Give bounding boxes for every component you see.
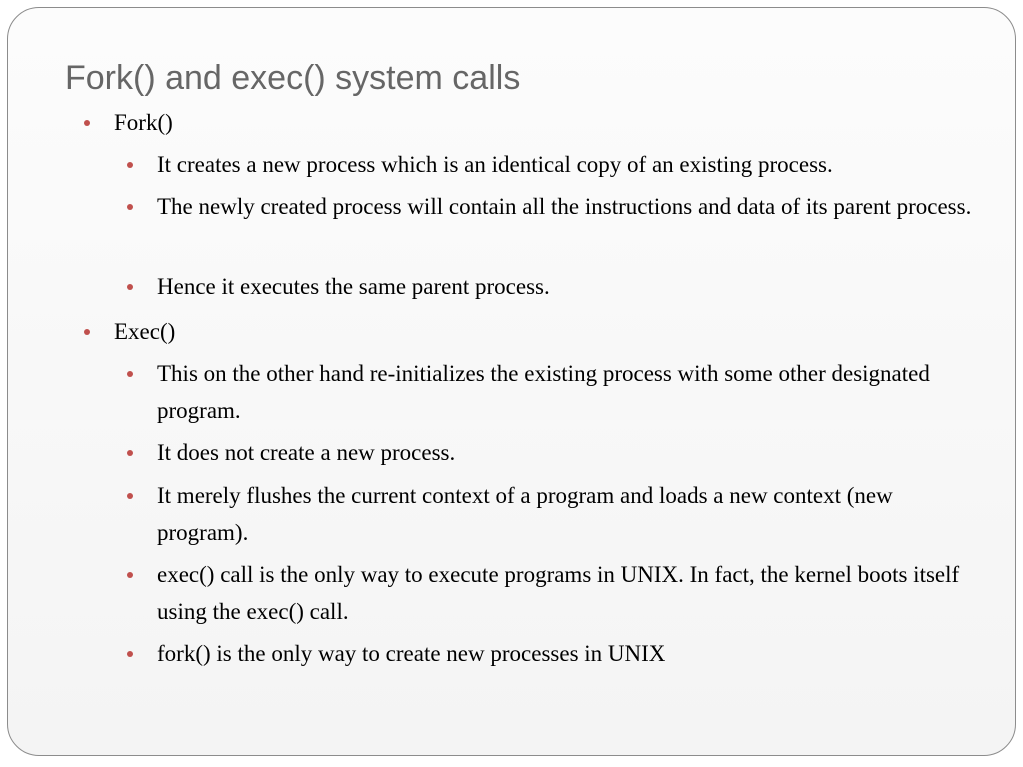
bullet-fork: Fork() bbox=[114, 104, 984, 141]
slide-title: Fork() and exec() system calls bbox=[65, 59, 521, 97]
exec-point-2: It does not create a new process. bbox=[157, 434, 987, 471]
fork-point-3: Hence it executes the same parent process. bbox=[157, 268, 987, 305]
exec-point-1: This on the other hand re-initializes the existing process with some other designated program. bbox=[157, 355, 987, 429]
exec-point-5: fork() is the only way to create new processes in UNIX bbox=[157, 635, 987, 672]
exec-point-4: exec() call is the only way to execute programs in UNIX. In fact, the kernel boots itself using the exec() call. bbox=[157, 556, 987, 630]
exec-point-3: It merely flushes the current context of a program and loads a new context (new program). bbox=[157, 477, 987, 551]
fork-point-2: The newly created process will contain all the instructions and data of its parent process. bbox=[157, 188, 987, 225]
fork-point-1: It creates a new process which is an identical copy of an existing process. bbox=[157, 146, 987, 183]
bullet-exec: Exec() bbox=[114, 313, 984, 350]
